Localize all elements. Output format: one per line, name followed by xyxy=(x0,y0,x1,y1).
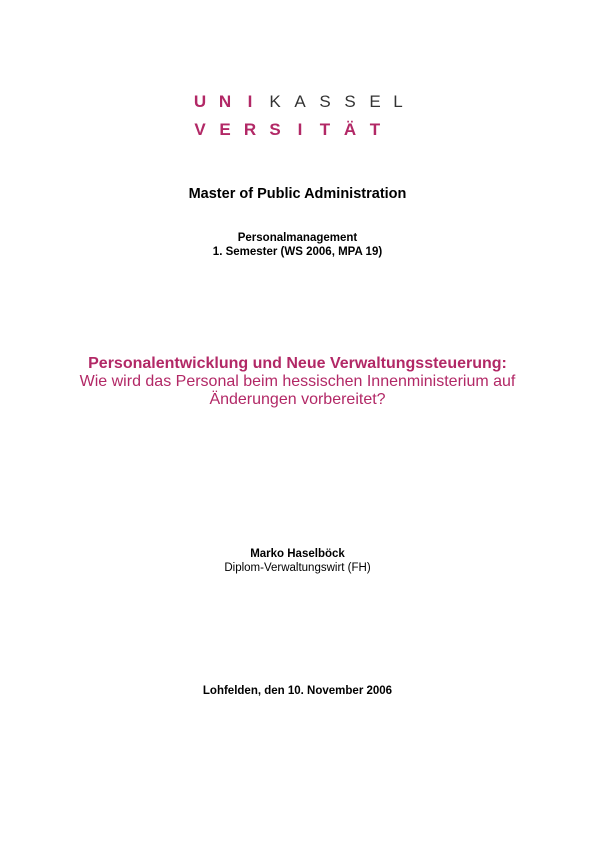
logo-letter: R xyxy=(243,120,257,139)
title-subtitle-line1: Wie wird das Personal beim hessischen Innenministerium auf xyxy=(79,373,516,390)
course-name: Personalmanagement xyxy=(237,232,358,244)
course-info xyxy=(0,231,595,259)
logo-letter: T xyxy=(369,120,381,139)
author-block xyxy=(0,547,595,575)
program-name: Master of Public Administration xyxy=(188,186,407,202)
logo-letter: S xyxy=(344,92,356,111)
logo-letter: S xyxy=(319,92,331,111)
logo-letter: E xyxy=(369,92,381,111)
title-main: Personalentwicklung und Neue Verwaltungssteuerung: xyxy=(88,355,507,372)
logo-letter: K xyxy=(269,92,281,111)
logo-letter: I xyxy=(247,92,253,111)
logo-letter: S xyxy=(269,120,281,139)
logo-letter: E xyxy=(219,120,231,139)
logo-letter: T xyxy=(319,120,331,139)
course-semester: 1. Semester (WS 2006, MPA 19) xyxy=(212,246,383,258)
logo-letter: I xyxy=(297,120,303,139)
place-date: Lohfelden, den 10. November 2006 xyxy=(202,685,393,697)
logo-letter: V xyxy=(194,120,206,139)
thesis-title xyxy=(0,355,595,409)
logo-letter: Ä xyxy=(343,120,357,139)
logo-letter: U xyxy=(193,92,207,111)
university-logo xyxy=(193,92,403,142)
logo-letter: A xyxy=(294,92,306,111)
author-degree: Diplom-Verwaltungswirt (FH) xyxy=(224,562,371,574)
logo-letter: N xyxy=(218,92,232,111)
author-name: Marko Haselböck xyxy=(250,548,345,560)
title-subtitle-line2: Änderungen vorbereitet? xyxy=(209,391,386,408)
logo-letter: L xyxy=(393,92,403,111)
